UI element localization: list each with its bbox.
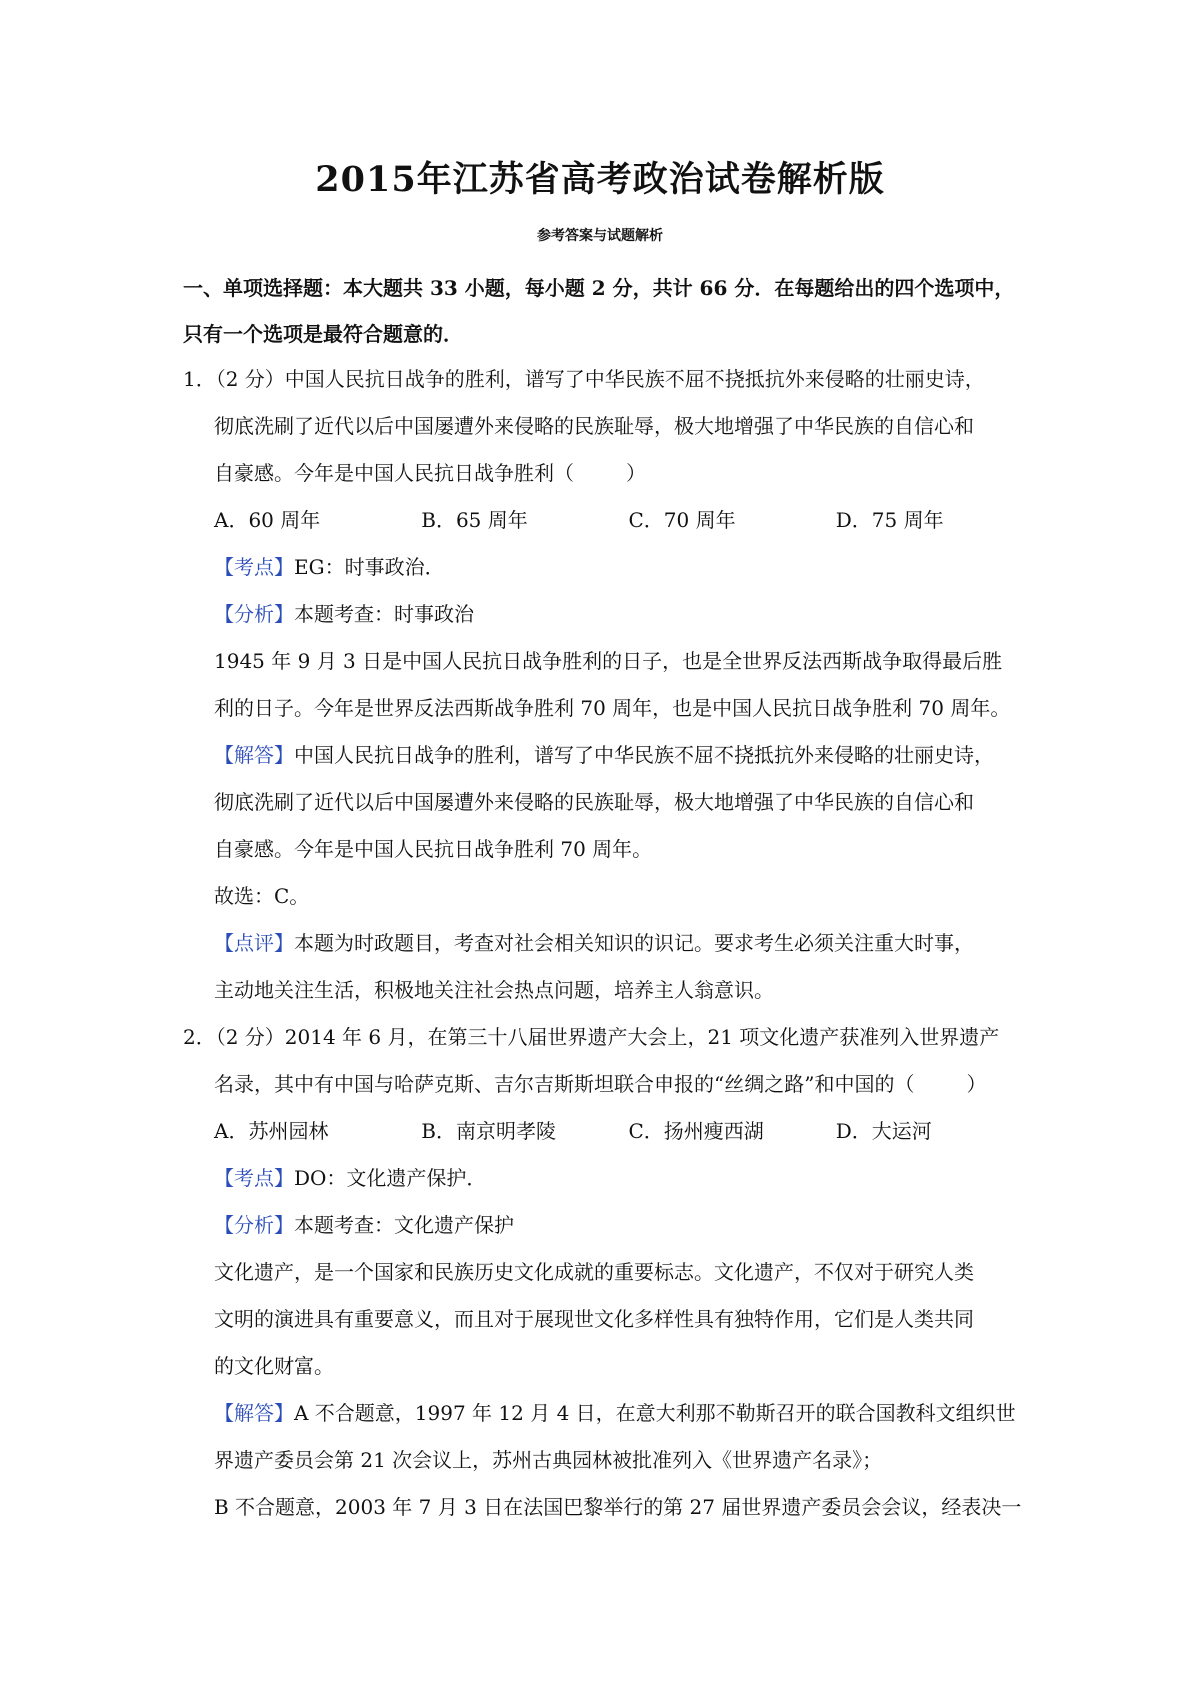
question-2-fenxi <box>214 1202 1043 1249</box>
option-d: D．大运河 <box>835 1119 932 1143</box>
question-1-stem-text: 自豪感。今年是中国人民抗日战争胜利（ <box>214 461 574 485</box>
question-2-kaodian <box>214 1155 1043 1202</box>
fenxi-text: 本题考查：文化遗产保护 <box>294 1213 514 1237</box>
question-1-stem-line-1: 1．（2 分）中国人民抗日战争的胜利，谱写了中华民族不屈不挠抵抗外来侵略的壮丽史诗， <box>183 367 985 391</box>
closing-bracket: ） <box>966 1072 987 1096</box>
section-heading <box>183 265 1043 357</box>
question-1-stem-line-2: 彻底洗刷了近代以后中国屡遭外来侵略的民族耻辱，极大地增强了中华民族的自信心和 <box>214 414 974 438</box>
fenxi-tag: 【分析】 <box>214 602 294 626</box>
question-1-options <box>214 497 1043 544</box>
question-1-dianping <box>214 920 1043 967</box>
dianping-tag: 【点评】 <box>214 931 294 955</box>
question-2-fenxi-body-1: 文化遗产，是一个国家和民族历史文化成就的重要标志。文化遗产，不仅对于研究人类 <box>214 1260 974 1284</box>
option-b: B．南京明孝陵 <box>421 1119 556 1143</box>
option-b: B．65 周年 <box>421 508 528 532</box>
question-2-jieda-line-2: 界遗产委员会第 21 次会议上，苏州古典园林被批准列入《世界遗产名录》； <box>214 1448 883 1472</box>
option-c: C．70 周年 <box>628 508 736 532</box>
question-2-fenxi-body-2: 文明的演进具有重要意义，而且对于展现世文化多样性具有独特作用，它们是人类共同 <box>214 1307 974 1331</box>
fenxi-text: 本题考查：时事政治 <box>294 602 474 626</box>
question-1-fenxi <box>214 591 1043 638</box>
question-2 <box>183 1014 1043 1531</box>
question-1-jieda-line-2: 彻底洗刷了近代以后中国屡遭外来侵略的民族耻辱，极大地增强了中华民族的自信心和 <box>214 790 974 814</box>
jieda-tag: 【解答】 <box>214 743 294 767</box>
question-1-jieda <box>214 732 1043 779</box>
questions-content <box>183 356 1043 1531</box>
dianping-text: 本题为时政题目，考查对社会相关知识的识记。要求考生必须关注重大时事， <box>294 931 974 955</box>
page-subtitle: 参考答案与试题解析 <box>537 228 663 244</box>
option-d: D．75 周年 <box>835 508 944 532</box>
question-1-jieda-line-3: 自豪感。今年是中国人民抗日战争胜利 70 周年。 <box>214 837 653 861</box>
jieda-text: 中国人民抗日战争的胜利，谱写了中华民族不屈不挠抵抗外来侵略的壮丽史诗， <box>294 743 994 767</box>
option-a: A．60 周年 <box>214 508 321 532</box>
question-2-stem-line-2 <box>214 1061 1043 1108</box>
question-2-stem-line-1: 2．（2 分）2014 年 6 月，在第三十八届世界遗产大会上，21 项文化遗产获准列入世界遗产 <box>183 1025 1000 1049</box>
page-title: 2015年江苏省高考政治试卷解析版 <box>315 159 885 200</box>
question-2-options <box>214 1108 1043 1155</box>
closing-bracket: ） <box>626 461 646 485</box>
question-1-kaodian <box>214 544 1043 591</box>
jieda-tag: 【解答】 <box>214 1401 294 1425</box>
section-heading-line-1: 一、单项选择题：本大题共 33 小题，每小题 2 分，共计 66 分．在每题给出的四个选项中， <box>183 276 1015 300</box>
kaodian-tag: 【考点】 <box>214 1166 294 1190</box>
question-2-stem-text: 名录，其中有中国与哈萨克斯、吉尔吉斯斯坦联合申报的“丝绸之路”和中国的（ <box>214 1072 915 1096</box>
kaodian-text: EG：时事政治． <box>294 555 445 579</box>
option-c: C．扬州瘦西湖 <box>628 1119 764 1143</box>
question-2-jieda <box>214 1390 1043 1437</box>
fenxi-tag: 【分析】 <box>214 1213 294 1237</box>
question-2-fenxi-body-3: 的文化财富。 <box>214 1354 334 1378</box>
jieda-text: A 不合题意，1997 年 12 月 4 日，在意大利那不勒斯召开的联合国教科文组织世 <box>294 1401 1016 1425</box>
question-1-fenxi-body-1: 1945 年 9 月 3 日是中国人民抗日战争胜利的日子，也是全世界反法西斯战争取得最后胜 <box>214 649 1003 673</box>
question-1-dianping-line-2: 主动地关注生活，积极地关注社会热点问题，培养主人翁意识。 <box>214 978 774 1002</box>
kaodian-tag: 【考点】 <box>214 555 294 579</box>
question-1-fenxi-body-2: 利的日子。今年是世界反法西斯战争胜利 70 周年，也是中国人民抗日战争胜利 70 周年。 <box>214 696 1011 720</box>
question-2-jieda-line-3: B 不合题意，2003 年 7 月 3 日在法国巴黎举行的第 27 届世界遗产委员会会议，经表决一 <box>214 1495 1022 1519</box>
question-1-stem-line-3 <box>214 450 1043 497</box>
question-1-answer: 故选：C。 <box>214 884 310 908</box>
section-heading-line-2: 只有一个选项是最符合题意的． <box>183 322 463 346</box>
kaodian-text: DO：文化遗产保护． <box>294 1166 487 1190</box>
question-1 <box>183 356 1043 1014</box>
option-a: A．苏州园林 <box>214 1119 329 1143</box>
